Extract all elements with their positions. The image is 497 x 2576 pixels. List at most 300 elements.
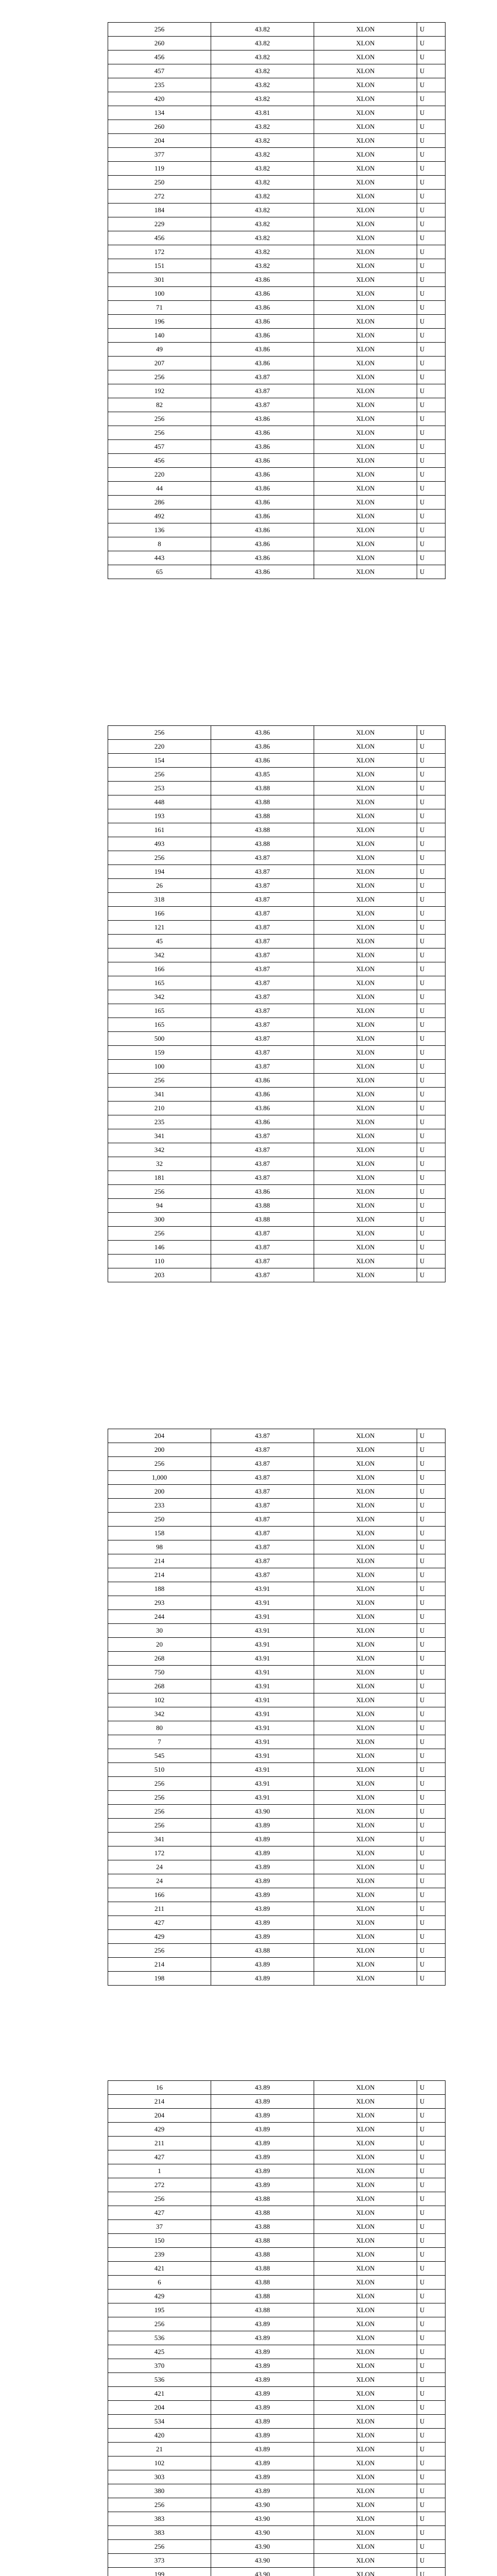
- table-row: [108, 2137, 445, 2150]
- venue-cell: XLON: [314, 37, 417, 50]
- table-row: [108, 2331, 445, 2345]
- table-row: [108, 1860, 445, 1874]
- trade-table: [108, 22, 445, 579]
- venue-cell: XLON: [314, 768, 417, 782]
- trade-table: [108, 2080, 445, 2576]
- table-row: [108, 865, 445, 879]
- table-row: [108, 412, 445, 426]
- code-cell: U: [417, 809, 445, 823]
- table-row: [108, 106, 445, 120]
- price-cell: 43.90: [211, 2554, 314, 2568]
- volume-cell: 456: [108, 231, 211, 245]
- volume-cell: 82: [108, 398, 211, 412]
- table-row: [108, 2429, 445, 2443]
- volume-cell: 80: [108, 1721, 211, 1735]
- table-row: [108, 1624, 445, 1638]
- venue-cell: XLON: [314, 301, 417, 315]
- price-cell: 43.89: [211, 1874, 314, 1888]
- volume-cell: 256: [108, 2498, 211, 2512]
- code-cell: U: [417, 2317, 445, 2331]
- price-cell: 43.86: [211, 1185, 314, 1199]
- price-cell: 43.91: [211, 1777, 314, 1791]
- price-cell: 43.87: [211, 370, 314, 384]
- code-cell: U: [417, 1171, 445, 1185]
- volume-cell: 119: [108, 162, 211, 176]
- volume-cell: 427: [108, 2206, 211, 2220]
- volume-cell: 151: [108, 259, 211, 273]
- volume-cell: 256: [108, 23, 211, 37]
- trade-table: [108, 725, 445, 1282]
- code-cell: U: [417, 426, 445, 440]
- table-row: [108, 329, 445, 343]
- price-cell: 43.89: [211, 2178, 314, 2192]
- venue-cell: XLON: [314, 2331, 417, 2345]
- venue-cell: XLON: [314, 1115, 417, 1129]
- price-cell: 43.82: [211, 245, 314, 259]
- table-row: [108, 1485, 445, 1499]
- volume-cell: 193: [108, 809, 211, 823]
- code-cell: U: [417, 273, 445, 287]
- volume-cell: 100: [108, 287, 211, 301]
- code-cell: U: [417, 2164, 445, 2178]
- code-cell: U: [417, 1596, 445, 1610]
- volume-cell: 94: [108, 1199, 211, 1213]
- price-cell: 43.86: [211, 357, 314, 370]
- table-row: [108, 823, 445, 837]
- venue-cell: XLON: [314, 2512, 417, 2526]
- code-cell: U: [417, 1846, 445, 1860]
- volume-cell: 301: [108, 273, 211, 287]
- code-cell: U: [417, 2526, 445, 2540]
- table-row: [108, 551, 445, 565]
- code-cell: U: [417, 2303, 445, 2317]
- price-cell: 43.89: [211, 1972, 314, 1986]
- price-cell: 43.89: [211, 2095, 314, 2109]
- code-cell: U: [417, 412, 445, 426]
- table-row: [108, 1157, 445, 1171]
- table-row: [108, 259, 445, 273]
- volume-cell: 200: [108, 1485, 211, 1499]
- venue-cell: XLON: [314, 1074, 417, 1088]
- table-row: [108, 1638, 445, 1652]
- price-cell: 43.82: [211, 148, 314, 162]
- price-cell: 43.82: [211, 23, 314, 37]
- table-row: [108, 1777, 445, 1791]
- price-cell: 43.88: [211, 2262, 314, 2276]
- volume-cell: 121: [108, 921, 211, 935]
- volume-cell: 341: [108, 1088, 211, 1101]
- table-row: [108, 795, 445, 809]
- code-cell: U: [417, 398, 445, 412]
- venue-cell: XLON: [314, 523, 417, 537]
- code-cell: U: [417, 1088, 445, 1101]
- volume-cell: 256: [108, 1227, 211, 1241]
- code-cell: U: [417, 976, 445, 990]
- volume-cell: 211: [108, 1902, 211, 1916]
- volume-cell: 545: [108, 1749, 211, 1763]
- price-cell: 43.87: [211, 1485, 314, 1499]
- price-cell: 43.90: [211, 2512, 314, 2526]
- code-cell: U: [417, 2220, 445, 2234]
- price-cell: 43.82: [211, 64, 314, 78]
- volume-cell: 239: [108, 2248, 211, 2262]
- volume-cell: 370: [108, 2359, 211, 2373]
- venue-cell: XLON: [314, 1749, 417, 1763]
- price-cell: 43.87: [211, 1157, 314, 1171]
- venue-cell: XLON: [314, 1846, 417, 1860]
- table-row: [108, 92, 445, 106]
- volume-cell: 457: [108, 64, 211, 78]
- code-cell: U: [417, 1554, 445, 1568]
- code-cell: U: [417, 1610, 445, 1624]
- code-cell: U: [417, 740, 445, 754]
- table-row: [108, 879, 445, 893]
- table-row: [108, 1680, 445, 1693]
- price-cell: 43.91: [211, 1721, 314, 1735]
- volume-cell: 24: [108, 1874, 211, 1888]
- table-row: [108, 1255, 445, 1268]
- price-cell: 43.87: [211, 1241, 314, 1255]
- code-cell: U: [417, 2568, 445, 2576]
- venue-cell: XLON: [314, 162, 417, 176]
- venue-cell: XLON: [314, 1791, 417, 1805]
- code-cell: U: [417, 2276, 445, 2290]
- volume-cell: 250: [108, 1513, 211, 1527]
- venue-cell: XLON: [314, 726, 417, 740]
- price-cell: 43.86: [211, 1088, 314, 1101]
- venue-cell: XLON: [314, 398, 417, 412]
- price-cell: 43.86: [211, 329, 314, 343]
- venue-cell: XLON: [314, 1143, 417, 1157]
- price-cell: 43.89: [211, 2137, 314, 2150]
- price-cell: 43.91: [211, 1596, 314, 1610]
- code-cell: U: [417, 865, 445, 879]
- venue-cell: XLON: [314, 921, 417, 935]
- trade-table-block-3: [0, 1429, 497, 1986]
- volume-cell: 203: [108, 1268, 211, 1282]
- code-cell: U: [417, 795, 445, 809]
- venue-cell: XLON: [314, 879, 417, 893]
- venue-cell: XLON: [314, 148, 417, 162]
- price-cell: 43.87: [211, 907, 314, 921]
- volume-cell: 165: [108, 976, 211, 990]
- code-cell: U: [417, 78, 445, 92]
- venue-cell: XLON: [314, 2387, 417, 2401]
- table-row: [108, 1429, 445, 1443]
- price-cell: 43.89: [211, 2331, 314, 2345]
- table-row: [108, 231, 445, 245]
- volume-cell: 159: [108, 1046, 211, 1060]
- price-cell: 43.82: [211, 176, 314, 190]
- venue-cell: XLON: [314, 1018, 417, 1032]
- table-row: [108, 1171, 445, 1185]
- volume-cell: 204: [108, 2401, 211, 2415]
- volume-cell: 256: [108, 1457, 211, 1471]
- table-row: [108, 2178, 445, 2192]
- price-cell: 43.89: [211, 2150, 314, 2164]
- venue-cell: XLON: [314, 2137, 417, 2150]
- code-cell: U: [417, 754, 445, 768]
- volume-cell: 214: [108, 1568, 211, 1582]
- venue-cell: XLON: [314, 482, 417, 496]
- venue-cell: XLON: [314, 976, 417, 990]
- code-cell: U: [417, 1101, 445, 1115]
- venue-cell: XLON: [314, 231, 417, 245]
- table-row: [108, 893, 445, 907]
- price-cell: 43.86: [211, 1074, 314, 1088]
- code-cell: U: [417, 106, 445, 120]
- table-row: [108, 2373, 445, 2387]
- price-cell: 43.91: [211, 1624, 314, 1638]
- volume-cell: 16: [108, 2081, 211, 2095]
- table-row: [108, 1457, 445, 1471]
- venue-cell: XLON: [314, 2484, 417, 2498]
- volume-cell: 256: [108, 1791, 211, 1805]
- volume-cell: 425: [108, 2345, 211, 2359]
- venue-cell: XLON: [314, 92, 417, 106]
- price-cell: 43.87: [211, 865, 314, 879]
- volume-cell: 172: [108, 245, 211, 259]
- venue-cell: XLON: [314, 1902, 417, 1916]
- volume-cell: 421: [108, 2262, 211, 2276]
- table-row: [108, 935, 445, 948]
- venue-cell: XLON: [314, 1101, 417, 1115]
- code-cell: U: [417, 2234, 445, 2248]
- venue-cell: XLON: [314, 795, 417, 809]
- trade-table-block-2: [0, 725, 497, 1282]
- volume-cell: 256: [108, 370, 211, 384]
- venue-cell: XLON: [314, 370, 417, 384]
- table-row: [108, 440, 445, 454]
- code-cell: U: [417, 1582, 445, 1596]
- code-cell: U: [417, 468, 445, 482]
- venue-cell: XLON: [314, 1088, 417, 1101]
- venue-cell: XLON: [314, 2568, 417, 2576]
- volume-cell: 256: [108, 1944, 211, 1958]
- table-row: [108, 1032, 445, 1046]
- price-cell: 43.87: [211, 1540, 314, 1554]
- table-row: [108, 1129, 445, 1143]
- venue-cell: XLON: [314, 1860, 417, 1874]
- volume-cell: 196: [108, 315, 211, 329]
- code-cell: U: [417, 2401, 445, 2415]
- volume-cell: 165: [108, 1018, 211, 1032]
- venue-cell: XLON: [314, 2498, 417, 2512]
- volume-cell: 427: [108, 1916, 211, 1930]
- venue-cell: XLON: [314, 2470, 417, 2484]
- table-row: [108, 565, 445, 579]
- code-cell: U: [417, 1819, 445, 1833]
- table-row: [108, 1101, 445, 1115]
- venue-cell: XLON: [314, 1227, 417, 1241]
- table-row: [108, 2415, 445, 2429]
- venue-cell: XLON: [314, 23, 417, 37]
- price-cell: 43.89: [211, 1846, 314, 1860]
- price-cell: 43.91: [211, 1749, 314, 1763]
- table-row: [108, 2109, 445, 2123]
- venue-cell: XLON: [314, 2359, 417, 2373]
- venue-cell: XLON: [314, 2123, 417, 2137]
- code-cell: U: [417, 1143, 445, 1157]
- code-cell: U: [417, 1805, 445, 1819]
- code-cell: U: [417, 893, 445, 907]
- code-cell: U: [417, 1074, 445, 1088]
- table-row: [108, 50, 445, 64]
- code-cell: U: [417, 440, 445, 454]
- venue-cell: XLON: [314, 1060, 417, 1074]
- code-cell: U: [417, 1777, 445, 1791]
- venue-cell: XLON: [314, 809, 417, 823]
- price-cell: 43.87: [211, 1429, 314, 1443]
- table-row: [108, 315, 445, 329]
- table-row: [108, 1227, 445, 1241]
- venue-cell: XLON: [314, 2526, 417, 2540]
- code-cell: U: [417, 2095, 445, 2109]
- venue-cell: XLON: [314, 2081, 417, 2095]
- volume-cell: 377: [108, 148, 211, 162]
- price-cell: 43.82: [211, 92, 314, 106]
- table-row: [108, 1693, 445, 1707]
- volume-cell: 166: [108, 907, 211, 921]
- price-cell: 43.86: [211, 315, 314, 329]
- volume-cell: 256: [108, 768, 211, 782]
- venue-cell: XLON: [314, 259, 417, 273]
- price-cell: 43.91: [211, 1582, 314, 1596]
- volume-cell: 427: [108, 2150, 211, 2164]
- price-cell: 43.87: [211, 935, 314, 948]
- volume-cell: 166: [108, 1888, 211, 1902]
- table-row: [108, 301, 445, 315]
- table-row: [108, 1874, 445, 1888]
- volume-cell: 20: [108, 1638, 211, 1652]
- price-cell: 43.89: [211, 2484, 314, 2498]
- price-cell: 43.87: [211, 1018, 314, 1032]
- code-cell: U: [417, 565, 445, 579]
- venue-cell: XLON: [314, 468, 417, 482]
- price-cell: 43.87: [211, 1032, 314, 1046]
- venue-cell: XLON: [314, 851, 417, 865]
- price-cell: 43.91: [211, 1763, 314, 1777]
- price-cell: 43.86: [211, 754, 314, 768]
- volume-cell: 220: [108, 468, 211, 482]
- trade-table: [108, 1429, 445, 1986]
- table-row: [108, 2498, 445, 2512]
- price-cell: 43.88: [211, 2290, 314, 2303]
- code-cell: U: [417, 1652, 445, 1666]
- volume-cell: 318: [108, 893, 211, 907]
- table-row: [108, 1888, 445, 1902]
- code-cell: U: [417, 510, 445, 523]
- table-row: [108, 287, 445, 301]
- venue-cell: XLON: [314, 2234, 417, 2248]
- price-cell: 43.89: [211, 2415, 314, 2429]
- code-cell: U: [417, 162, 445, 176]
- price-cell: 43.87: [211, 1527, 314, 1540]
- code-cell: U: [417, 1791, 445, 1805]
- code-cell: U: [417, 1471, 445, 1485]
- table-row: [108, 1819, 445, 1833]
- venue-cell: XLON: [314, 315, 417, 329]
- code-cell: U: [417, 523, 445, 537]
- table-row: [108, 726, 445, 740]
- volume-cell: 30: [108, 1624, 211, 1638]
- code-cell: U: [417, 782, 445, 795]
- price-cell: 43.90: [211, 2568, 314, 2576]
- code-cell: U: [417, 1032, 445, 1046]
- table-row: [108, 37, 445, 50]
- code-cell: U: [417, 2512, 445, 2526]
- table-row: [108, 523, 445, 537]
- table-row: [108, 1749, 445, 1763]
- price-cell: 43.87: [211, 1554, 314, 1568]
- price-cell: 43.82: [211, 162, 314, 176]
- venue-cell: XLON: [314, 78, 417, 92]
- price-cell: 43.87: [211, 1129, 314, 1143]
- price-cell: 43.90: [211, 1805, 314, 1819]
- table-row: [108, 2290, 445, 2303]
- venue-cell: XLON: [314, 2248, 417, 2262]
- table-row: [108, 357, 445, 370]
- table-row: [108, 2164, 445, 2178]
- volume-cell: 6: [108, 2276, 211, 2290]
- code-cell: U: [417, 454, 445, 468]
- volume-cell: 492: [108, 510, 211, 523]
- table-row: [108, 1554, 445, 1568]
- volume-cell: 260: [108, 120, 211, 134]
- price-cell: 43.82: [211, 78, 314, 92]
- code-cell: U: [417, 1485, 445, 1499]
- code-cell: U: [417, 120, 445, 134]
- price-cell: 43.89: [211, 2345, 314, 2359]
- price-cell: 43.82: [211, 50, 314, 64]
- price-cell: 43.87: [211, 1568, 314, 1582]
- price-cell: 43.89: [211, 2470, 314, 2484]
- code-cell: U: [417, 2387, 445, 2401]
- price-cell: 43.91: [211, 1680, 314, 1693]
- table-row: [108, 1666, 445, 1680]
- price-cell: 43.90: [211, 2540, 314, 2554]
- code-cell: U: [417, 2178, 445, 2192]
- code-cell: U: [417, 1874, 445, 1888]
- code-cell: U: [417, 990, 445, 1004]
- price-cell: 43.87: [211, 1499, 314, 1513]
- venue-cell: XLON: [314, 1568, 417, 1582]
- venue-cell: XLON: [314, 1888, 417, 1902]
- code-cell: U: [417, 1227, 445, 1241]
- code-cell: U: [417, 50, 445, 64]
- volume-cell: 420: [108, 92, 211, 106]
- venue-cell: XLON: [314, 1443, 417, 1457]
- code-cell: U: [417, 23, 445, 37]
- price-cell: 43.86: [211, 482, 314, 496]
- table-row: [108, 2220, 445, 2234]
- table-row: [108, 1018, 445, 1032]
- volume-cell: 199: [108, 2568, 211, 2576]
- table-row: [108, 1791, 445, 1805]
- table-row: [108, 510, 445, 523]
- code-cell: U: [417, 551, 445, 565]
- venue-cell: XLON: [314, 1833, 417, 1846]
- table-row: [108, 1241, 445, 1255]
- volume-cell: 256: [108, 412, 211, 426]
- code-cell: U: [417, 1457, 445, 1471]
- venue-cell: XLON: [314, 357, 417, 370]
- code-cell: U: [417, 1115, 445, 1129]
- volume-cell: 429: [108, 2123, 211, 2137]
- code-cell: U: [417, 1241, 445, 1255]
- price-cell: 43.87: [211, 1171, 314, 1185]
- table-row: [108, 2317, 445, 2331]
